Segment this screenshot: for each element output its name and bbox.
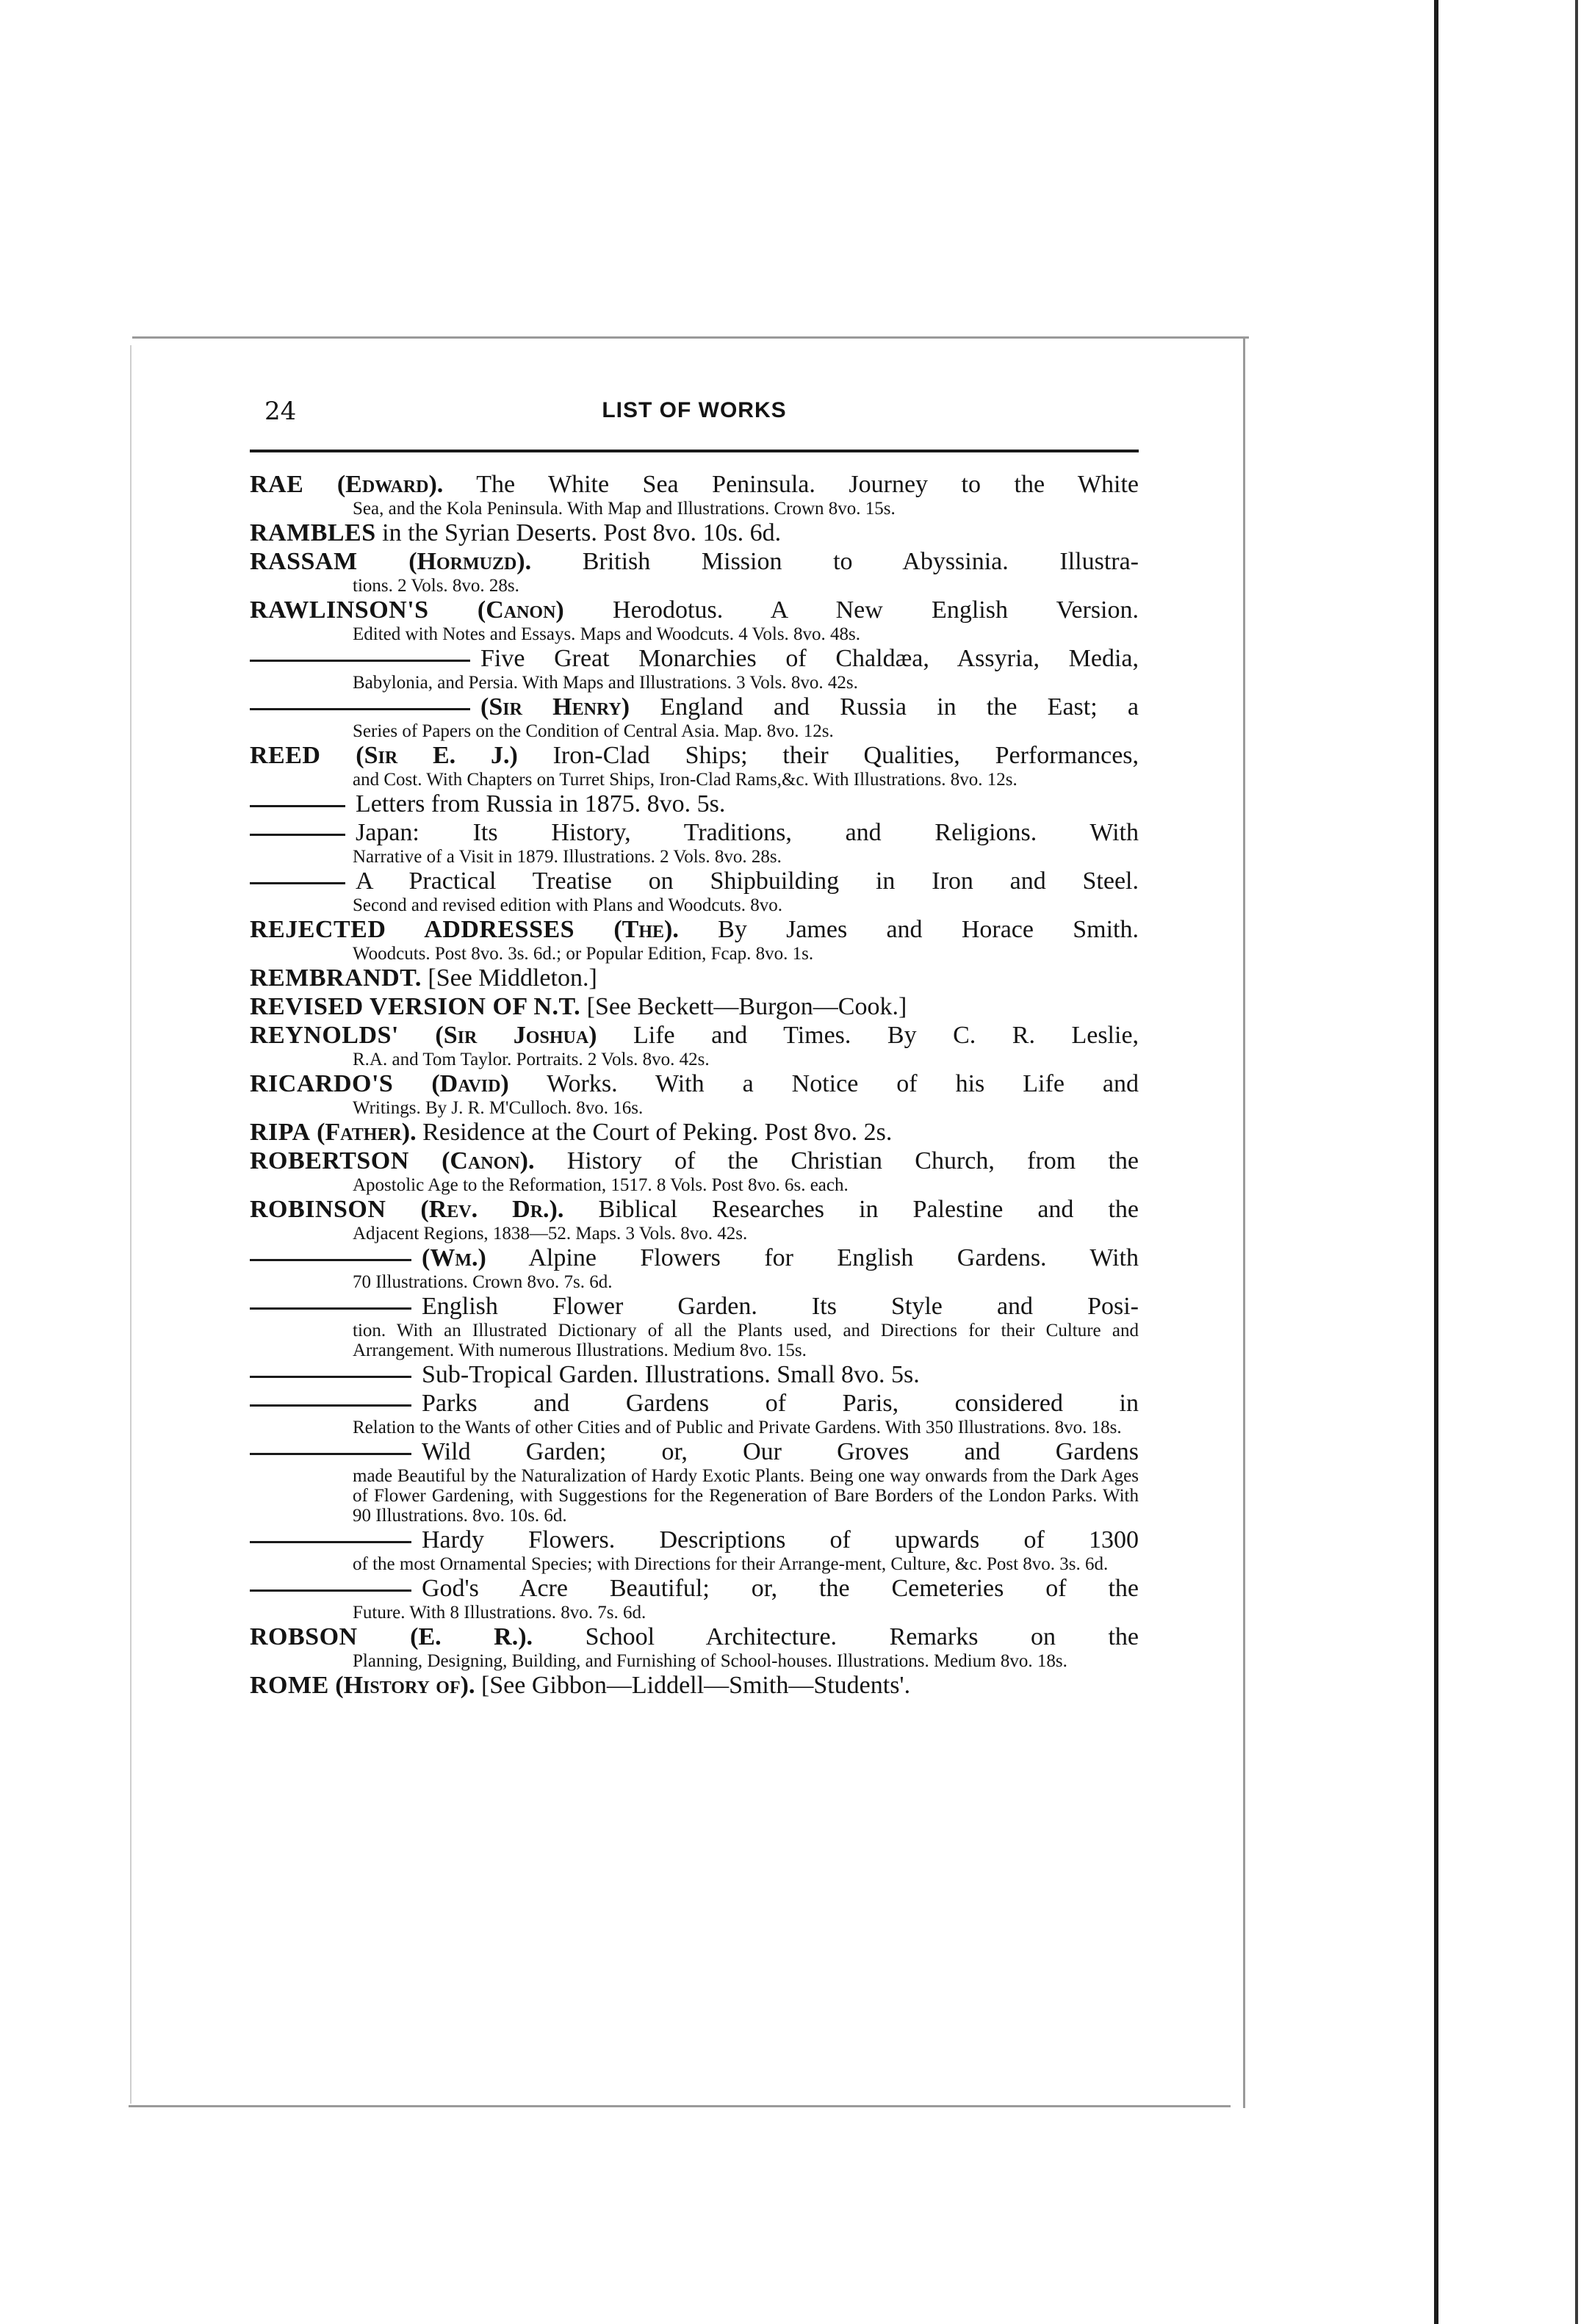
page-title: LIST OF WORKS	[602, 398, 787, 422]
entry-qualifier: (The).	[613, 916, 679, 943]
entry-headword: REED	[250, 742, 321, 769]
entry-headword: REJECTED ADDRESSES	[250, 916, 575, 943]
catalogue-entry	[250, 547, 1139, 596]
page	[250, 397, 1139, 1700]
entry-details: tion. With an Illustrated Dictionary of all the Plants used, and Directions for their Culture and Arrangement. With numerous Illustrations. Medium 8vo. 15s.	[353, 1321, 1139, 1360]
entry-title-line	[250, 964, 1139, 992]
entry-details: Sea, and the Kola Peninsula. With Map and Illustrations. Crown 8vo. 15s.	[353, 499, 896, 519]
entry-title-line	[250, 867, 1139, 895]
entry-headword: RAE	[250, 471, 304, 498]
entry-details: Series of Papers on the Condition of Central Asia. Map. 8vo. 12s.	[353, 721, 834, 741]
entry-title: Hardy Flowers. Descriptions of upwards of 1300	[422, 1526, 1139, 1553]
entry-title-line	[250, 1574, 1139, 1603]
entry-title-line	[250, 644, 1139, 673]
ditto-dash	[250, 1404, 411, 1407]
catalogue-entry	[250, 1244, 1139, 1292]
entry-title-line	[250, 1069, 1139, 1098]
entry-details: Apostolic Age to the Reformation, 1517. 8 Vols. Post 8vo. 6s. each.	[353, 1175, 849, 1195]
entry-title: Residence at the Court of Peking. Post 8vo. 2s.	[422, 1119, 893, 1146]
entry-details: Edited with Notes and Essays. Maps and Woodcuts. 4 Vols. 8vo. 48s.	[353, 624, 861, 644]
scan-edge-line	[1575, 0, 1578, 2324]
ditto-dash	[250, 1453, 411, 1455]
entry-headword: RAMBLES	[250, 519, 376, 546]
page-frame-top	[132, 336, 1249, 339]
ditto-dash	[250, 708, 470, 710]
catalogue-entry	[250, 915, 1139, 964]
entry-title-line	[250, 790, 1139, 818]
entry-title: Five Great Monarchies of Chaldæa, Assyria, Media,	[480, 645, 1139, 672]
entry-title: Letters from Russia in 1875. 8vo. 5s.	[356, 790, 726, 818]
catalogue-entry	[250, 693, 1139, 741]
entry-list	[250, 470, 1139, 1700]
ditto-dash	[250, 882, 345, 884]
catalogue-entry	[250, 790, 1139, 818]
entry-headword: REMBRANDT.	[250, 964, 422, 992]
entry-title: Sub-Tropical Garden. Illustrations. Small 8vo. 5s.	[422, 1361, 920, 1388]
entry-headword: RIPA	[250, 1119, 311, 1146]
catalogue-entry	[250, 1671, 1139, 1700]
entry-qualifier: (Canon)	[477, 596, 564, 624]
entry-title-line	[250, 1118, 1139, 1147]
entry-title-line	[250, 915, 1139, 944]
entry-qualifier: (Canon).	[442, 1147, 535, 1174]
entry-title-line	[250, 1021, 1139, 1050]
catalogue-entry	[250, 964, 1139, 992]
catalogue-entry	[250, 519, 1139, 547]
ditto-dash	[250, 1376, 411, 1378]
page-frame-right	[1243, 338, 1245, 2108]
entry-title-line	[250, 1389, 1139, 1418]
entry-qualifier: (Sir E. J.)	[356, 742, 518, 769]
entry-title-line	[250, 547, 1139, 576]
entry-title: Biblical Researches in Palestine and the	[598, 1196, 1139, 1223]
entry-details: Woodcuts. Post 8vo. 3s. 6d.; or Popular Edition, Fcap. 8vo. 1s.	[353, 944, 814, 964]
entry-title-line	[250, 1623, 1139, 1651]
catalogue-entry	[250, 644, 1139, 693]
entry-details: Future. With 8 Illustrations. 8vo. 7s. 6d.	[353, 1603, 646, 1623]
entry-title-line	[250, 1437, 1139, 1466]
catalogue-entry	[250, 1021, 1139, 1069]
entry-details: 70 Illustrations. Crown 8vo. 7s. 6d.	[353, 1272, 613, 1292]
entry-headword: ROBSON	[250, 1623, 358, 1650]
entry-qualifier: (Rev. Dr.).	[420, 1196, 564, 1223]
entry-title-line	[250, 818, 1139, 847]
catalogue-entry	[250, 1526, 1139, 1574]
entry-title: Parks and Gardens of Paris, considered in	[422, 1390, 1139, 1417]
entry-title-line	[250, 1292, 1139, 1321]
entry-details: Writings. By J. R. M'Culloch. 8vo. 16s.	[353, 1098, 644, 1118]
entry-title: Works. With a Notice of his Life and	[547, 1070, 1139, 1097]
catalogue-entry	[250, 1437, 1139, 1526]
entry-title-line	[250, 1360, 1139, 1389]
catalogue-entry	[250, 1360, 1139, 1389]
entry-title: Alpine Flowers for English Gardens. With	[528, 1244, 1139, 1271]
entry-qualifier: (Hormuzd).	[408, 548, 532, 575]
entry-title: [See Gibbon—Liddell—Smith—Students'.	[480, 1672, 911, 1699]
entry-title-line	[250, 992, 1139, 1021]
entry-qualifier: (History of).	[335, 1672, 475, 1699]
catalogue-entry	[250, 1623, 1139, 1671]
entry-title: English Flower Garden. Its Style and Posi-	[422, 1293, 1139, 1320]
entry-title: England and Russia in the East; a	[660, 693, 1139, 721]
scan-edge-line	[1434, 0, 1438, 2324]
entry-title: Life and Times. By C. R. Leslie,	[633, 1022, 1139, 1049]
entry-qualifier: (Wm.)	[422, 1244, 486, 1271]
entry-details: R.A. and Tom Taylor. Portraits. 2 Vols. 8vo. 42s.	[353, 1050, 710, 1069]
catalogue-entry	[250, 1292, 1139, 1360]
ditto-dash	[250, 805, 345, 807]
entry-title-line	[250, 1147, 1139, 1175]
entry-headword: REYNOLDS'	[250, 1022, 399, 1049]
entry-headword: RAWLINSON'S	[250, 596, 429, 624]
entry-details: Babylonia, and Persia. With Maps and Illustrations. 3 Vols. 8vo. 42s.	[353, 673, 858, 693]
entry-title: By James and Horace Smith.	[718, 916, 1139, 943]
ditto-dash	[250, 1541, 411, 1543]
entry-title-line	[250, 1244, 1139, 1272]
entry-details: made Beautiful by the Naturalization of Hardy Exotic Plants. Being one way onwards from the Dark Ages of Flower Gardening, with Suggestions for the Regeneration of Bare Borders of the London Parks. With 90 Illustrations. 8vo. 10s. 6d.	[353, 1466, 1139, 1526]
entry-title-line	[250, 693, 1139, 721]
ditto-dash	[250, 1589, 411, 1592]
entry-title: Wild Garden; or, Our Groves and Gardens	[422, 1438, 1139, 1465]
entry-title: Japan: Its History, Traditions, and Religions. With	[356, 819, 1139, 846]
entry-title: History of the Christian Church, from the	[566, 1147, 1139, 1174]
entry-title: God's Acre Beautiful; or, the Cemeteries of the	[422, 1575, 1139, 1602]
entry-title-line	[250, 596, 1139, 624]
catalogue-entry	[250, 1574, 1139, 1623]
catalogue-entry	[250, 741, 1139, 790]
catalogue-entry	[250, 596, 1139, 644]
entry-details: Planning, Designing, Building, and Furnishing of School-houses. Illustrations. Medium 8vo. 18s.	[353, 1651, 1067, 1671]
ditto-dash	[250, 1307, 411, 1310]
running-head	[250, 397, 1139, 438]
ditto-dash	[250, 834, 345, 836]
entry-qualifier: (Father).	[317, 1119, 417, 1146]
catalogue-entry	[250, 1069, 1139, 1118]
entry-title-line	[250, 470, 1139, 499]
entry-headword: ROME	[250, 1672, 329, 1699]
catalogue-entry	[250, 1118, 1139, 1147]
entry-title: The White Sea Peninsula. Journey to the White	[476, 471, 1139, 498]
entry-title: [See Middleton.]	[428, 964, 597, 992]
page-number: 24	[264, 397, 297, 426]
catalogue-entry	[250, 818, 1139, 867]
entry-title: School Architecture. Remarks on the	[585, 1623, 1139, 1650]
entry-title: Herodotus. A New English Version.	[613, 596, 1139, 624]
entry-title-line	[250, 741, 1139, 770]
entry-details: and Cost. With Chapters on Turret Ships, Iron-Clad Rams,&c. With Illustrations. 8vo. 12s.	[353, 770, 1017, 790]
entry-headword: RASSAM	[250, 548, 358, 575]
entry-headword: RICARDO'S	[250, 1070, 394, 1097]
entry-qualifier: (David)	[431, 1070, 509, 1097]
page-frame-bottom	[129, 2105, 1231, 2107]
page-frame-left	[130, 345, 132, 2104]
entry-headword: REVISED VERSION OF N.T.	[250, 993, 581, 1020]
catalogue-entry	[250, 470, 1139, 519]
entry-qualifier: (E. R.).	[410, 1623, 533, 1650]
catalogue-entry	[250, 1389, 1139, 1437]
entry-title-line	[250, 519, 1139, 547]
catalogue-entry	[250, 992, 1139, 1021]
entry-title: A Practical Treatise on Shipbuilding in Iron and Steel.	[356, 867, 1139, 895]
entry-details: of the most Ornamental Species; with Directions for their Arrange-ment, Culture, &c. Post 8vo. 3s. 6d.	[353, 1554, 1109, 1574]
entry-title: Iron-Clad Ships; their Qualities, Performances,	[552, 742, 1139, 769]
header-rule	[250, 450, 1139, 452]
catalogue-entry	[250, 867, 1139, 915]
catalogue-entry	[250, 1147, 1139, 1195]
ditto-dash	[250, 660, 470, 662]
entry-details: Narrative of a Visit in 1879. Illustrations. 2 Vols. 8vo. 28s.	[353, 847, 782, 867]
entry-title: in the Syrian Deserts. Post 8vo. 10s. 6d.	[382, 519, 782, 546]
entry-qualifier: (Sir Henry)	[480, 693, 630, 721]
entry-qualifier: (Edward).	[336, 471, 444, 498]
ditto-dash	[250, 1259, 411, 1261]
entry-details: Second and revised edition with Plans and Woodcuts. 8vo.	[353, 895, 782, 915]
entry-title: [See Beckett—Burgon—Cook.]	[586, 993, 907, 1020]
entry-details: tions. 2 Vols. 8vo. 28s.	[353, 576, 519, 596]
entry-qualifier: (Sir Joshua)	[435, 1022, 597, 1049]
entry-details: Relation to the Wants of other Cities and of Public and Private Gardens. With 350 Illustrations. 8vo. 18s.	[353, 1418, 1122, 1437]
entry-title-line	[250, 1195, 1139, 1224]
entry-title: British Mission to Abyssinia. Illustra-	[582, 548, 1139, 575]
entry-headword: ROBINSON	[250, 1196, 386, 1223]
entry-title-line	[250, 1526, 1139, 1554]
entry-headword: ROBERTSON	[250, 1147, 409, 1174]
entry-title-line	[250, 1671, 1139, 1700]
entry-details: Adjacent Regions, 1838—52. Maps. 3 Vols. 8vo. 42s.	[353, 1224, 748, 1244]
catalogue-entry	[250, 1195, 1139, 1244]
